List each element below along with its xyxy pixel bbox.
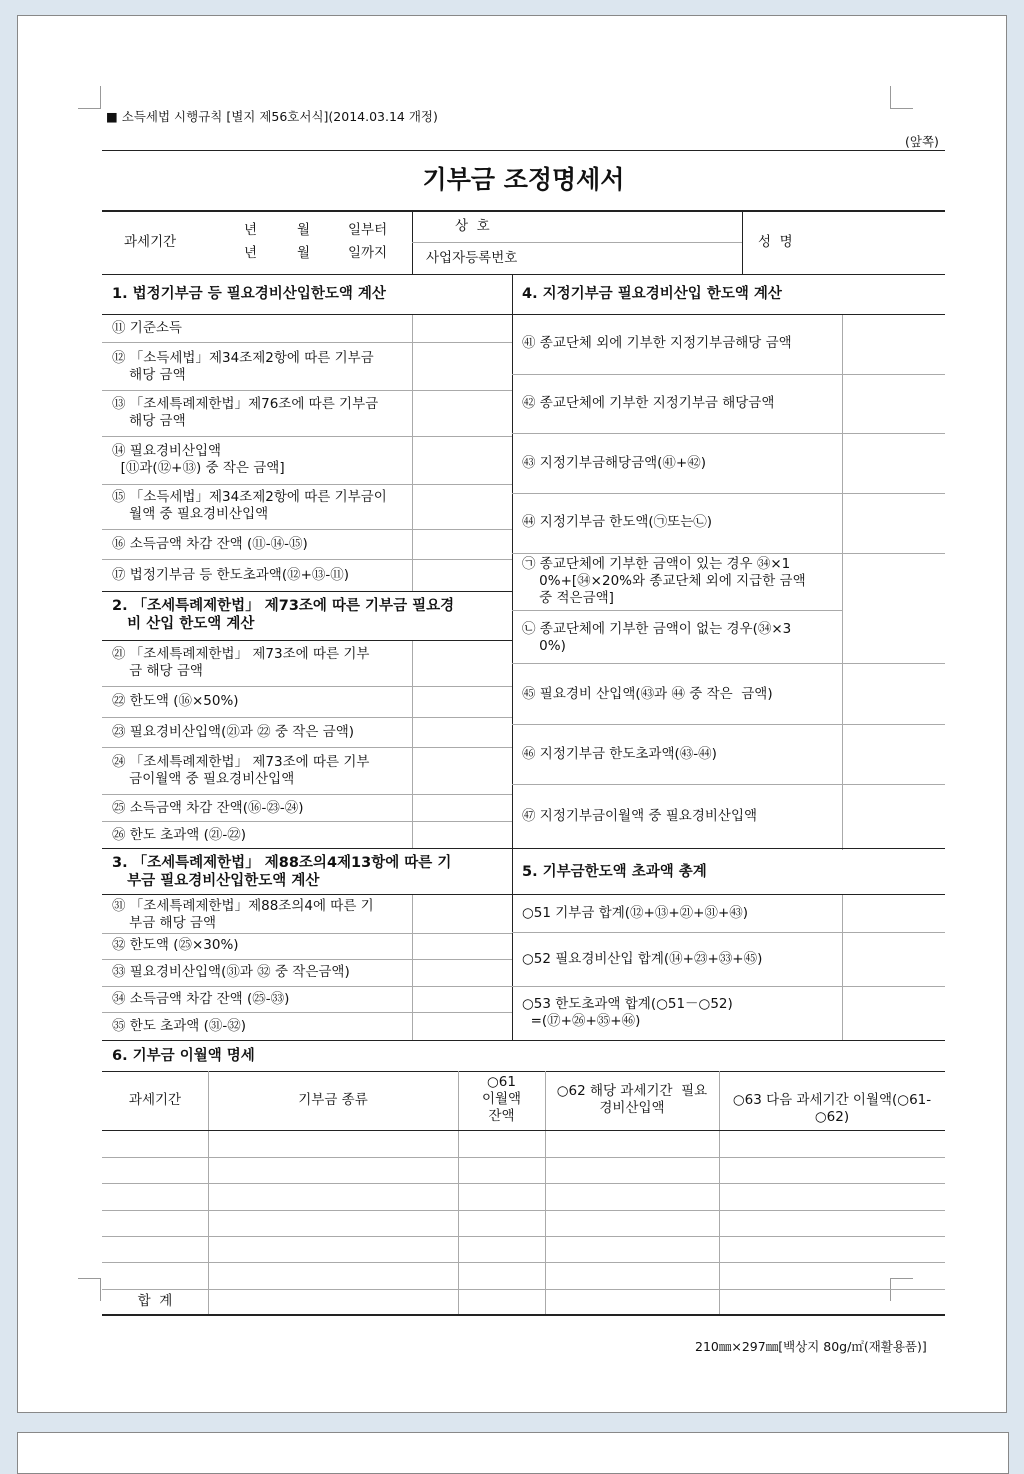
- s2-row: ㉖ 한도 초과액 (㉑-㉒): [112, 827, 246, 843]
- month-label: 월: [297, 245, 311, 261]
- s6-header-balance: ○61 이월액 잔액: [481, 1074, 522, 1124]
- s6-header-deducted: ○62 해당 과세기간 필요 경비산입액: [556, 1083, 708, 1116]
- crop-mark: [78, 86, 101, 109]
- rule: [512, 314, 945, 315]
- rule: [102, 1040, 945, 1041]
- rule: [102, 686, 512, 687]
- s3-row: ㉟ 한도 초과액 (㉛-㉜): [112, 1018, 246, 1034]
- s2-row: ㉒ 한도액 (⑯×50%): [112, 693, 239, 709]
- to-label: 일까지: [348, 245, 388, 261]
- s1-row: ⑰ 법정기부금 등 한도초과액(⑫+⑬-⑪): [112, 567, 350, 583]
- year-label: 년: [244, 245, 258, 261]
- rule: [102, 717, 512, 718]
- s4-row: ㊹ 지정기부금 한도액(㉠또는㉡): [522, 514, 713, 530]
- rule: [512, 374, 945, 375]
- rule: [102, 1183, 945, 1184]
- s4-row: ㉠ 종교단체에 기부한 금액이 있는 경우 ㉞×1 0%+[㉞×20%와 종교단체 외에 지급한 금액 중 적은금액]: [522, 556, 806, 606]
- rule: [512, 610, 842, 611]
- rule: [412, 641, 413, 848]
- rule: [102, 436, 512, 437]
- rule: [512, 275, 513, 1040]
- paper-spec: 210㎜×297㎜[백상지 80g/㎡(재활용품)]: [695, 1339, 927, 1354]
- s1-row: ⑯ 소득금액 차감 잔액 (⑪-⑭-⑮): [112, 536, 308, 552]
- rule: [512, 663, 945, 664]
- rule: [742, 211, 743, 274]
- page-title: 기부금 조정명세서: [422, 165, 625, 194]
- rule: [102, 1157, 945, 1158]
- form-info: ■ 소득세법 시행규칙 [별지 제56호서식](2014.03.14 개정): [106, 109, 438, 124]
- rule: [102, 342, 512, 343]
- s4-row: ㊺ 필요경비 산입액(㊸과 ㊹ 중 작은 금액): [522, 686, 773, 702]
- rule: [102, 1289, 945, 1290]
- s3-row: ㉜ 한도액 (㉕×30%): [112, 937, 239, 953]
- crop-mark: [78, 1278, 101, 1301]
- next-page: [17, 1432, 1009, 1474]
- rule: [102, 484, 512, 485]
- rule: [102, 933, 512, 934]
- s6-header-kind: 기부금 종류: [298, 1092, 368, 1108]
- rule: [512, 724, 945, 725]
- s4-row: ㊻ 지정기부금 한도초과액(㊸-㊹): [522, 746, 717, 762]
- rule: [102, 1236, 945, 1237]
- section5-title: 5. 기부금한도액 초과액 총계: [522, 864, 707, 880]
- s2-row: ㉓ 필요경비산입액(㉑과 ㉒ 중 작은 금액): [112, 724, 355, 740]
- section3-title: 3. 「조세특례제한법」 제88조의4제13항에 따른 기 부금 필요경비산입한도액 계산: [112, 855, 452, 889]
- rule: [102, 1130, 945, 1131]
- s4-row: ㊸ 지정기부금해당금액(㊶+㊷): [522, 455, 707, 471]
- rule: [102, 150, 945, 151]
- s1-row: ⑬ 「조세특례제한법」제76조에 따른 기부금 해당 금액: [112, 396, 379, 429]
- rule: [512, 553, 945, 554]
- s3-row: ㉛ 「조세특례제한법」제88조의4에 따른 기 부금 해당 금액: [112, 898, 374, 931]
- s4-row: ㊼ 지정기부금이월액 중 필요경비산입액: [522, 808, 758, 824]
- company-label: 상 호: [455, 218, 490, 234]
- s3-row: ㉞ 소득금액 차감 잔액 (㉕-㉝): [112, 991, 290, 1007]
- rule: [102, 1071, 945, 1072]
- s6-total-label: 합 계: [137, 1293, 173, 1309]
- s6-header-next: ○63 다음 과세기간 이월액(○61-○62): [732, 1092, 932, 1125]
- year-label: 년: [244, 222, 258, 238]
- biz-no-label: 사업자등록번호: [426, 250, 518, 266]
- crop-mark: [890, 86, 913, 109]
- rule: [512, 932, 945, 933]
- rule: [102, 591, 512, 592]
- s5-row: ○51 기부금 합계(⑫+⑬+㉑+㉛+㊸): [522, 905, 749, 921]
- period-label: 과세기간: [124, 234, 177, 250]
- rule: [102, 794, 512, 795]
- rule: [842, 894, 843, 1040]
- s5-row: ○53 한도초과액 합계(○51－○52) =(⑰+㉖+㉟+㊻): [522, 996, 733, 1029]
- rule: [412, 314, 413, 591]
- rule: [102, 210, 945, 212]
- side-label: (앞쪽): [905, 134, 939, 149]
- rule: [512, 493, 945, 494]
- s1-row: ⑫ 「소득세법」제34조제2항에 따른 기부금 해당 금액: [112, 350, 374, 383]
- section1-title: 1. 법정기부금 등 필요경비산입한도액 계산: [112, 286, 386, 302]
- section2-title: 2. 「조세특례제한법」 제73조에 따른 기부금 필요경 비 산입 한도액 계산: [112, 598, 455, 632]
- s1-row: ⑭ 필요경비산입액 [⑪과(⑫+⑬) 중 작은 금액]: [112, 443, 285, 476]
- rule: [102, 559, 512, 560]
- s1-row: ⑪ 기준소득: [112, 320, 182, 336]
- rule: [102, 640, 512, 641]
- rule: [412, 242, 742, 243]
- rule: [102, 986, 945, 987]
- s2-row: ㉕ 소득금액 차감 잔액(⑯-㉓-㉔): [112, 800, 304, 816]
- rule: [412, 894, 413, 1040]
- s4-row: ㊶ 종교단체 외에 기부한 지정기부금해당 금액: [522, 335, 792, 351]
- rule: [102, 894, 945, 895]
- section4-title: 4. 지정기부금 필요경비산입 한도액 계산: [522, 286, 782, 302]
- rule: [102, 848, 945, 849]
- s5-row: ○52 필요경비산입 합계(⑭+㉓+㉝+㊺): [522, 951, 763, 967]
- rule: [512, 433, 945, 434]
- s3-row: ㉝ 필요경비산입액(㉛과 ㉜ 중 작은금액): [112, 964, 350, 980]
- s1-row: ⑮ 「소득세법」제34조제2항에 따른 기부금이 월액 중 필요경비산입액: [112, 489, 387, 522]
- name-label: 성 명: [758, 234, 793, 250]
- rule: [102, 747, 512, 748]
- rule: [102, 1314, 945, 1316]
- from-label: 일부터: [348, 222, 388, 238]
- rule: [842, 314, 843, 850]
- s4-row: ㊷ 종교단체에 기부한 지정기부금 해당금액: [522, 395, 775, 411]
- rule: [102, 1210, 945, 1211]
- s6-header-period: 과세기간: [128, 1092, 182, 1108]
- rule: [102, 1012, 512, 1013]
- s2-row: ㉔ 「조세특례제한법」 제73조에 따른 기부 금이월액 중 필요경비산입액: [112, 754, 370, 787]
- month-label: 월: [297, 222, 311, 238]
- rule: [102, 274, 945, 275]
- rule: [102, 821, 512, 822]
- rule: [512, 784, 945, 785]
- rule: [102, 529, 512, 530]
- s4-row: ㉡ 종교단체에 기부한 금액이 없는 경우(㉞×3 0%): [522, 621, 792, 654]
- rule: [102, 959, 512, 960]
- section6-title: 6. 기부금 이월액 명세: [112, 1048, 255, 1064]
- s2-row: ㉑ 「조세특례제한법」 제73조에 따른 기부 금 해당 금액: [112, 646, 370, 679]
- rule: [102, 390, 512, 391]
- rule: [102, 314, 512, 315]
- rule: [102, 1262, 945, 1263]
